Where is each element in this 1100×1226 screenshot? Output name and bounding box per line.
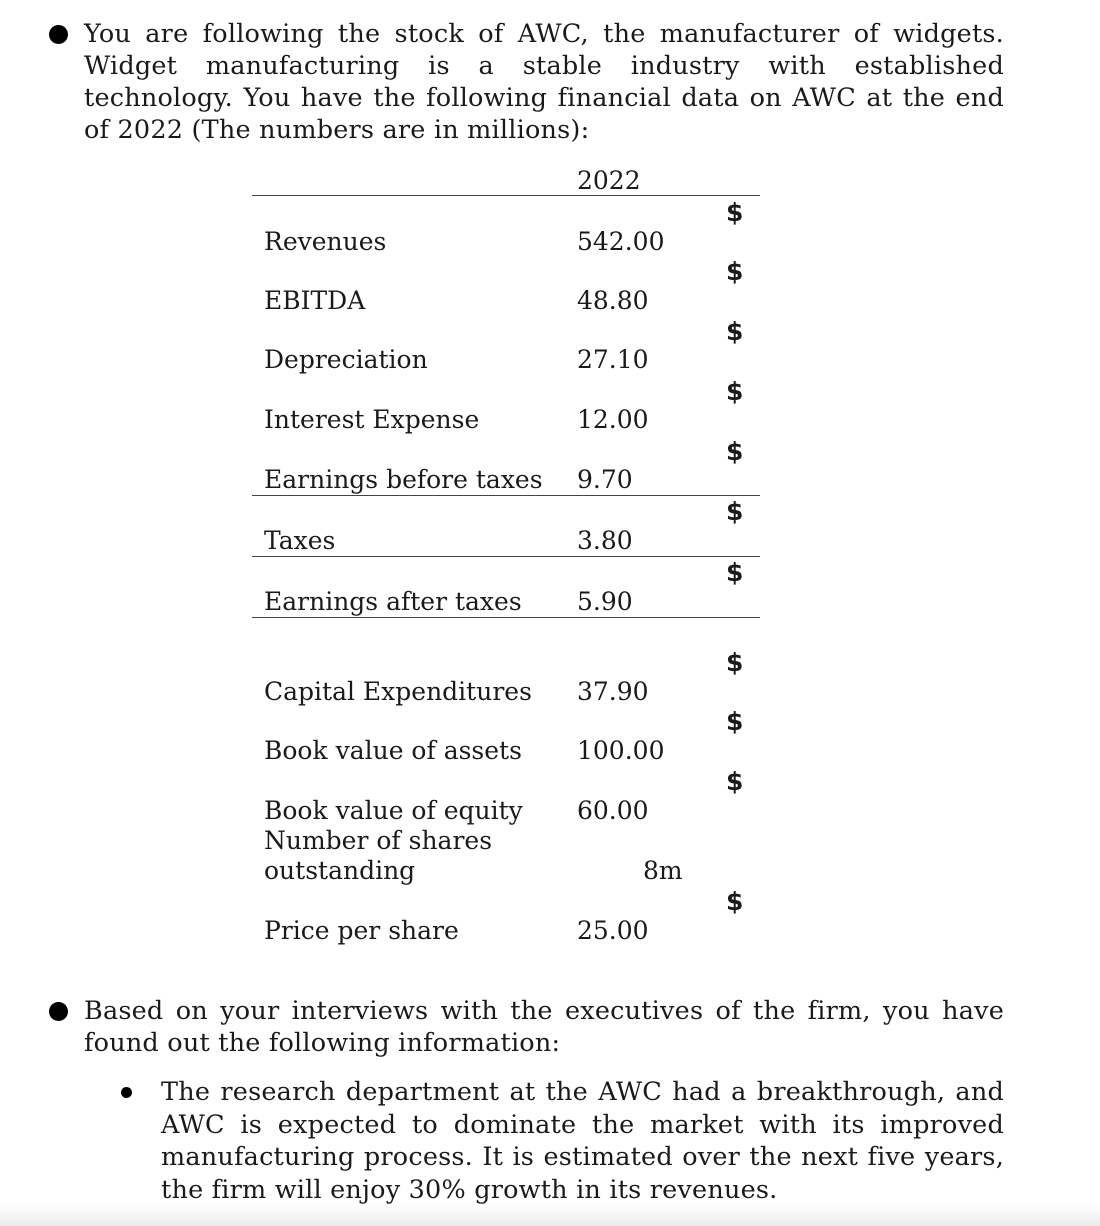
row-value-taxes: 3.80 xyxy=(577,526,633,555)
row-value-interest-expense: 12.00 xyxy=(577,405,649,434)
row-label-earnings-after-taxes: Earnings after taxes xyxy=(264,587,522,616)
row-label-revenues: Revenues xyxy=(264,227,387,256)
row-label-taxes: Taxes xyxy=(264,526,336,555)
bottom-shadow xyxy=(0,1204,1100,1226)
row-label-interest-expense: Interest Expense xyxy=(264,405,480,434)
row-value-capital-expenditures: 37.90 xyxy=(577,677,649,706)
bullet-point-1 xyxy=(49,25,68,44)
dollar-sign: $ xyxy=(726,317,744,346)
row-value-ebitda: 48.80 xyxy=(577,286,649,315)
row-value-book-value-of-assets: 100.00 xyxy=(577,736,665,765)
row-value-revenues: 542.00 xyxy=(577,227,665,256)
table-year-header: 2022 xyxy=(577,166,641,195)
dollar-sign: $ xyxy=(726,707,744,736)
table-rule xyxy=(252,495,760,496)
dollar-sign: $ xyxy=(726,198,744,227)
dollar-sign: $ xyxy=(726,437,744,466)
row-value-number-of-shares-outstanding: 8m xyxy=(643,856,683,885)
dollar-sign: $ xyxy=(726,558,744,587)
row-value-depreciation: 27.10 xyxy=(577,345,649,374)
row-label-depreciation: Depreciation xyxy=(264,345,428,374)
sub-bullet-point xyxy=(121,1087,132,1098)
row-label-earnings-before-taxes: Earnings before taxes xyxy=(264,465,543,494)
bullet-point-2 xyxy=(49,1002,68,1021)
dollar-sign: $ xyxy=(726,377,744,406)
intro-paragraph: You are following the stock of AWC, the manufacturer of widgets. Widget manufacturing is a stable industry with established technology. You have the following financial data on AWC at the end of 2022 (The numbers are in millions): xyxy=(84,19,1004,145)
row-label-capital-expenditures: Capital Expenditures xyxy=(264,677,532,706)
row-value-earnings-after-taxes: 5.90 xyxy=(577,587,633,616)
sub-bullet-paragraph: The research department at the AWC had a breakthrough, and AWC is expected to dominate the market with its improved manufacturing process. It is estimated over the next five years, the firm will enjoy 30% growth in its revenues. xyxy=(161,1077,1004,1205)
row-label-number-of-shares-outstanding: Number of shares outstanding xyxy=(264,826,493,885)
table-top-rule xyxy=(252,195,760,196)
row-label-ebitda: EBITDA xyxy=(264,286,366,315)
dollar-sign: $ xyxy=(726,497,744,526)
row-value-price-per-share: 25.00 xyxy=(577,916,649,945)
dollar-sign: $ xyxy=(726,648,744,677)
row-value-earnings-before-taxes: 9.70 xyxy=(577,465,633,494)
second-paragraph: Based on your interviews with the executives of the firm, you have found out the following information: xyxy=(84,996,1004,1058)
dollar-sign: $ xyxy=(726,257,744,286)
row-label-book-value-of-equity: Book value of equity xyxy=(264,796,523,825)
dollar-sign: $ xyxy=(726,767,744,796)
row-label-book-value-of-assets: Book value of assets xyxy=(264,736,522,765)
table-rule xyxy=(252,617,760,618)
row-label-price-per-share: Price per share xyxy=(264,916,459,945)
row-value-book-value-of-equity: 60.00 xyxy=(577,796,649,825)
dollar-sign: $ xyxy=(726,887,744,916)
table-rule xyxy=(252,556,760,557)
